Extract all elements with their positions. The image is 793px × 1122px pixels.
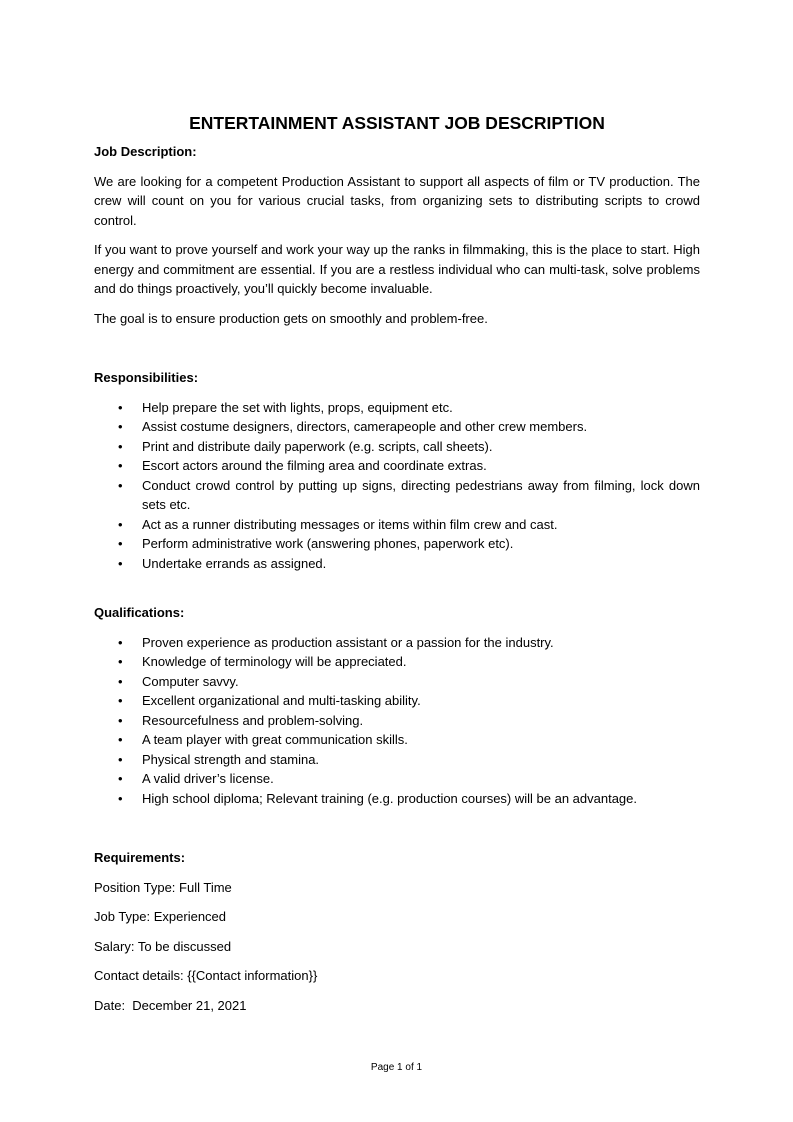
list-item-text: Proven experience as production assistant or a passion for the industry. [142, 634, 554, 650]
bullet-icon: • [118, 438, 123, 454]
list-item [94, 534, 700, 554]
bullet-icon: • [118, 634, 123, 650]
job-description-paragraph: The goal is to ensure production gets on smoothly and problem-free. [94, 310, 488, 326]
list-item [94, 652, 700, 672]
bullet-icon: • [118, 693, 123, 708]
responsibilities-heading: Responsibilities: [94, 370, 199, 385]
bullet-icon: • [118, 751, 123, 767]
list-item-text: Print and distribute daily paperwork (e.g. scripts, call sheets). [142, 438, 493, 454]
list-item [94, 711, 700, 731]
list-item [94, 789, 700, 809]
page-footer [0, 1061, 793, 1075]
list-item-text: High school diploma; Relevant training (e.g. production courses) will be an advantage. [142, 790, 638, 806]
list-item [94, 691, 700, 711]
bullet-icon: • [118, 654, 123, 669]
bullet-icon: • [118, 458, 123, 473]
list-item-text: Perform administrative work (answering phones, paperwork etc). [142, 536, 514, 551]
list-item [94, 417, 700, 437]
job-description-section [94, 142, 700, 328]
list-item-text: Undertake errands as assigned. [142, 555, 327, 571]
list-item [94, 750, 700, 770]
list-item [94, 398, 700, 418]
list-item-text: Escort actors around the filming area and coordinate extras. [142, 458, 487, 473]
job-description-paragraph: We are looking for a competent Production Assistant to support all aspects of film or TV production. The crew will count on you for various crucial tasks, from organizing sets to distributing scripts to crowd control. [94, 173, 700, 228]
list-item-text: Resourcefulness and problem-solving. [142, 712, 364, 728]
list-item-text: Excellent organizational and multi-tasking ability. [142, 693, 421, 708]
list-item-text: Help prepare the set with lights, props, equipment etc. [142, 399, 453, 415]
salary-line: Salary: To be discussed [94, 938, 232, 954]
job-description-heading: Job Description: [94, 144, 197, 159]
list-item-text: A valid driver’s license. [142, 771, 274, 786]
bullet-icon: • [118, 673, 123, 689]
list-item-text: Physical strength and stamina. [142, 751, 320, 767]
job-type-line: Job Type: Experienced [94, 909, 227, 924]
list-item-text: A team player with great communication skills. [142, 732, 408, 747]
list-item [94, 437, 700, 457]
requirements-heading: Requirements: [94, 850, 186, 865]
document-body [94, 112, 700, 1015]
bullet-icon: • [118, 536, 123, 551]
list-item [94, 730, 700, 750]
contact-details-line: Contact details: {{Contact information}} [94, 968, 318, 983]
bullet-icon: • [118, 712, 123, 728]
responsibilities-section [94, 368, 700, 573]
bullet-icon: • [118, 477, 123, 493]
position-type-line: Position Type: Full Time [94, 879, 232, 895]
job-description-paragraph: If you want to prove yourself and work your way up the ranks in filmmaking, this is the place to start. High energy and commitment are essential. If you are a restless individual who can multi-task, solve problems and do things proactively, you’ll quickly become invaluable. [94, 242, 700, 296]
list-item [94, 554, 700, 574]
responsibilities-list [94, 398, 700, 574]
bullet-icon: • [118, 732, 123, 747]
list-item [94, 515, 700, 535]
list-item-text: Conduct crowd control by putting up signs, directing pedestrians away from filming, lock down sets etc. [142, 477, 700, 512]
document-title: ENTERTAINMENT ASSISTANT JOB DESCRIPTION [189, 113, 605, 133]
bullet-icon: • [118, 516, 123, 532]
bullet-icon: • [118, 771, 123, 786]
page-number-label: Page 1 of 1 [370, 1062, 423, 1073]
qualifications-section [94, 603, 700, 808]
bullet-icon: • [118, 790, 123, 806]
list-item [94, 456, 700, 476]
date-line: Date: December 21, 2021 [94, 997, 247, 1013]
bullet-icon: • [118, 399, 123, 415]
list-item [94, 476, 700, 515]
list-item [94, 769, 700, 789]
list-item-text: Computer savvy. [142, 673, 239, 689]
list-item-text: Act as a runner distributing messages or items within film crew and cast. [142, 516, 558, 532]
qualifications-list [94, 633, 700, 809]
bullet-icon: • [118, 419, 123, 434]
bullet-icon: • [118, 555, 123, 571]
list-item-text: Knowledge of terminology will be appreciated. [142, 654, 407, 669]
list-item [94, 672, 700, 692]
list-item-text: Assist costume designers, directors, camerapeople and other crew members. [142, 419, 588, 434]
qualifications-heading: Qualifications: [94, 605, 185, 620]
requirements-section [94, 848, 700, 1015]
list-item [94, 633, 700, 653]
